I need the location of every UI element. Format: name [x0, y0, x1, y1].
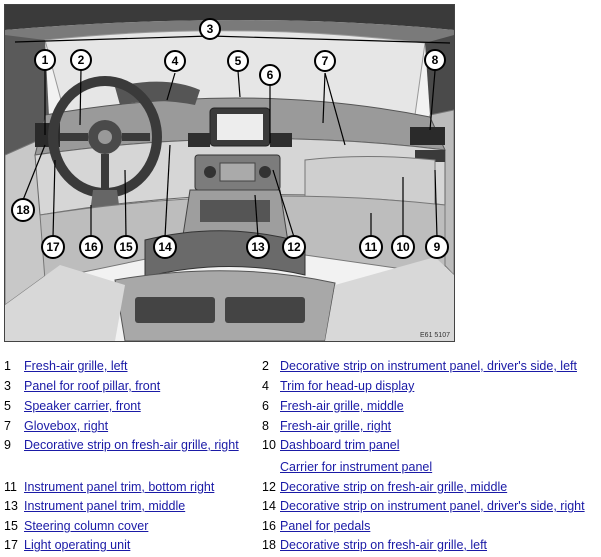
legend-link[interactable]: Instrument panel trim, middle — [24, 499, 186, 513]
callout-5 — [228, 51, 248, 71]
legend-link[interactable]: Glovebox, right — [24, 419, 109, 433]
svg-text:13: 13 — [251, 240, 265, 254]
callout-9 — [426, 236, 448, 258]
svg-text:15: 15 — [119, 240, 133, 254]
legend-number: 9 — [4, 438, 11, 452]
svg-text:8: 8 — [431, 53, 439, 67]
callout-2 — [71, 50, 91, 70]
legend-link[interactable]: Panel for roof pillar, front — [24, 379, 161, 393]
callout-15 — [115, 236, 137, 258]
legend-number: 2 — [262, 359, 269, 373]
legend-link[interactable]: Decorative strip on fresh-air grille, right — [24, 438, 239, 452]
svg-text:18: 18 — [16, 203, 30, 217]
callout-4 — [165, 51, 185, 71]
svg-text:14: 14 — [158, 240, 172, 254]
legend-number: 3 — [4, 379, 11, 393]
svg-text:9: 9 — [433, 240, 441, 254]
legend-link[interactable]: Panel for pedals — [280, 519, 371, 533]
legend-link[interactable]: Fresh-air grille, right — [280, 419, 392, 433]
legend-number: 18 — [262, 538, 276, 552]
legend-number: 10 — [262, 438, 276, 452]
legend-link[interactable]: Speaker carrier, front — [24, 399, 141, 413]
callout-8 — [425, 50, 445, 70]
callout-16 — [80, 236, 102, 258]
callout-17 — [42, 236, 64, 258]
legend-number: 12 — [262, 480, 276, 494]
legend-link[interactable]: Decorative strip on fresh-air grille, middle — [280, 480, 508, 494]
legend-number: 15 — [4, 519, 18, 533]
svg-text:12: 12 — [287, 240, 301, 254]
figure-code: E61 5107 — [420, 332, 450, 339]
legend-link[interactable]: Instrument panel trim, bottom right — [24, 480, 215, 494]
legend-number: 17 — [4, 538, 18, 552]
legend-link[interactable]: Steering column cover — [24, 519, 149, 533]
legend-link[interactable]: Fresh-air grille, left — [24, 359, 128, 373]
legend-link[interactable]: Dashboard trim panel — [280, 438, 400, 452]
callout-1 — [35, 50, 55, 70]
svg-text:11: 11 — [364, 240, 378, 254]
svg-text:3: 3 — [206, 22, 214, 36]
svg-text:2: 2 — [77, 53, 85, 67]
legend-number: 6 — [262, 399, 269, 413]
legend-number: 13 — [4, 499, 18, 513]
callout-3 — [200, 19, 220, 39]
svg-text:17: 17 — [46, 240, 60, 254]
svg-text:4: 4 — [171, 54, 179, 68]
svg-text:7: 7 — [321, 54, 329, 68]
legend-number: 11 — [4, 480, 17, 494]
callout-12 — [283, 236, 305, 258]
legend-link[interactable]: Decorative strip on instrument panel, driver's side, right — [280, 499, 585, 513]
dashboard-drawing — [5, 5, 454, 341]
legend-number: 1 — [4, 359, 11, 373]
legend-number: 16 — [262, 519, 276, 533]
svg-text:16: 16 — [84, 240, 98, 254]
legend-link[interactable]: Decorative strip on fresh-air grille, left — [280, 538, 488, 552]
callout-18 — [12, 199, 34, 221]
svg-text:1: 1 — [41, 53, 49, 67]
callout-7 — [315, 51, 335, 71]
legend-number: 7 — [4, 419, 11, 433]
callout-11 — [360, 236, 382, 258]
legend-link[interactable]: Light operating unit — [24, 538, 131, 552]
svg-text:6: 6 — [266, 68, 274, 82]
legend-link[interactable]: Trim for head-up display — [280, 379, 415, 393]
dashboard-illustration — [4, 4, 455, 342]
svg-text:10: 10 — [396, 240, 410, 254]
callout-13 — [247, 236, 269, 258]
legend-number: 4 — [262, 379, 269, 393]
legend-link[interactable]: Carrier for instrument panel — [280, 460, 433, 474]
legend-number: 8 — [262, 419, 269, 433]
svg-text:5: 5 — [234, 54, 242, 68]
callout-14 — [154, 236, 176, 258]
callout-6 — [260, 65, 280, 85]
legend-link[interactable]: Decorative strip on instrument panel, driver's side, left — [280, 359, 577, 373]
legend-number: 14 — [262, 499, 276, 513]
legend-link[interactable]: Fresh-air grille, middle — [280, 399, 404, 413]
callout-10 — [392, 236, 414, 258]
legend-number: 5 — [4, 399, 11, 413]
